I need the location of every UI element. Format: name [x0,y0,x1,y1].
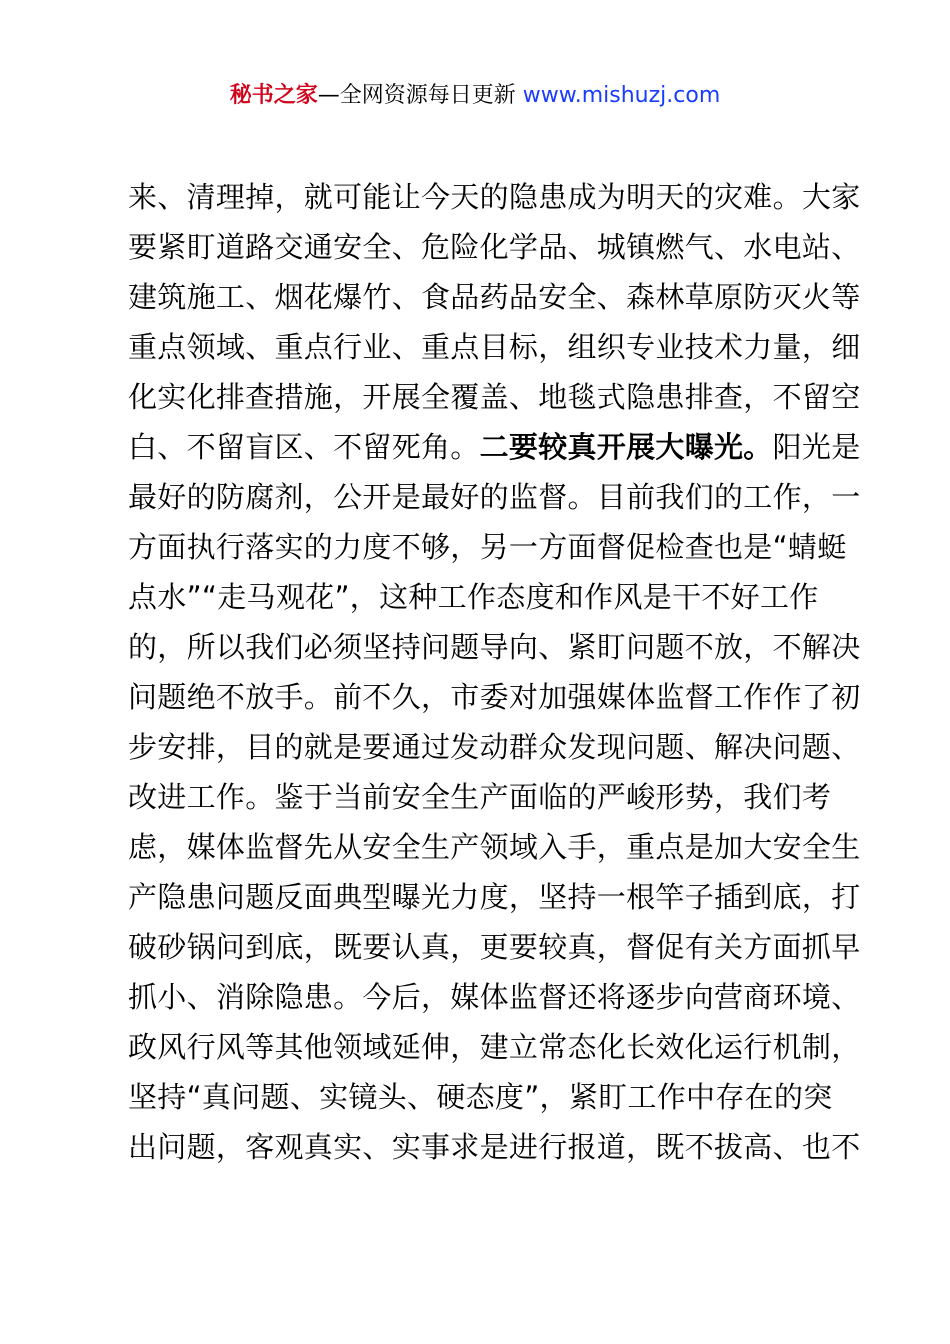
page-header [0,80,950,112]
text-line: 重点领域、重点行业、重点目标，组织专业技术力量，细 [128,330,861,364]
text-line: 政风行风等其他领域延伸，建立常态化长效化运行机制， [128,1030,861,1064]
header-tagline: —全网资源每日更新 [317,83,523,108]
text-line: 最好的防腐剂，公开是最好的监督。目前我们的工作，一 [128,480,861,514]
text-line: 点水”“走马观花”，这种工作态度和作风是干不好工作 [128,580,819,614]
text-line: 破砂锅问到底，既要认真，更要较真，督促有关方面抓早 [128,930,861,964]
text-line: 改进工作。鉴于当前安全生产面临的严峻形势，我们考 [128,780,832,814]
text-line: 建筑施工、烟花爆竹、食品药品安全、森林草原防灭火等 [128,280,861,314]
text-line: 化实化排查措施，开展全覆盖、地毯式隐患排查，不留空 [128,380,861,414]
text-line [128,422,861,472]
text-line: 问题绝不放手。前不久，市委对加强媒体监督工作作了初 [128,680,861,714]
text-line-segment: 阳光是 [772,430,861,464]
text-line: 出问题，客观真实、实事求是进行报道，既不拔高、也不 [128,1130,861,1164]
section-heading-inline: 二要较真开展大曝光。 [479,430,773,464]
text-line: 方面执行落实的力度不够，另一方面督促检查也是“蜻蜓 [128,530,847,564]
site-url-link[interactable]: www.mishuzj.com [522,83,721,108]
text-line-segment: 白、不留盲区、不留死角。 [128,430,480,464]
text-line: 来、清理掉，就可能让今天的隐患成为明天的灾难。大家 [128,180,861,214]
text-line: 步安排，目的就是要通过发动群众发现问题、解决问题、 [128,730,861,764]
text-line: 要紧盯道路交通安全、危险化学品、城镇燃气、水电站、 [128,230,861,264]
brand-name: 秘书之家 [229,83,318,108]
text-line: 抓小、消除隐患。今后，媒体监督还将逐步向营商环境、 [128,980,861,1014]
text-line: 虑，媒体监督先从安全生产领域入手，重点是加大安全生 [128,830,861,864]
text-line: 产隐患问题反面典型曝光力度，坚持一根竿子插到底，打 [128,880,861,914]
text-line: 的，所以我们必须坚持问题导向、紧盯问题不放，不解决 [128,630,861,664]
text-line: 坚持“真问题、实镜头、硬态度”，紧盯工作中存在的突 [128,1080,833,1114]
document-body [128,172,861,1172]
